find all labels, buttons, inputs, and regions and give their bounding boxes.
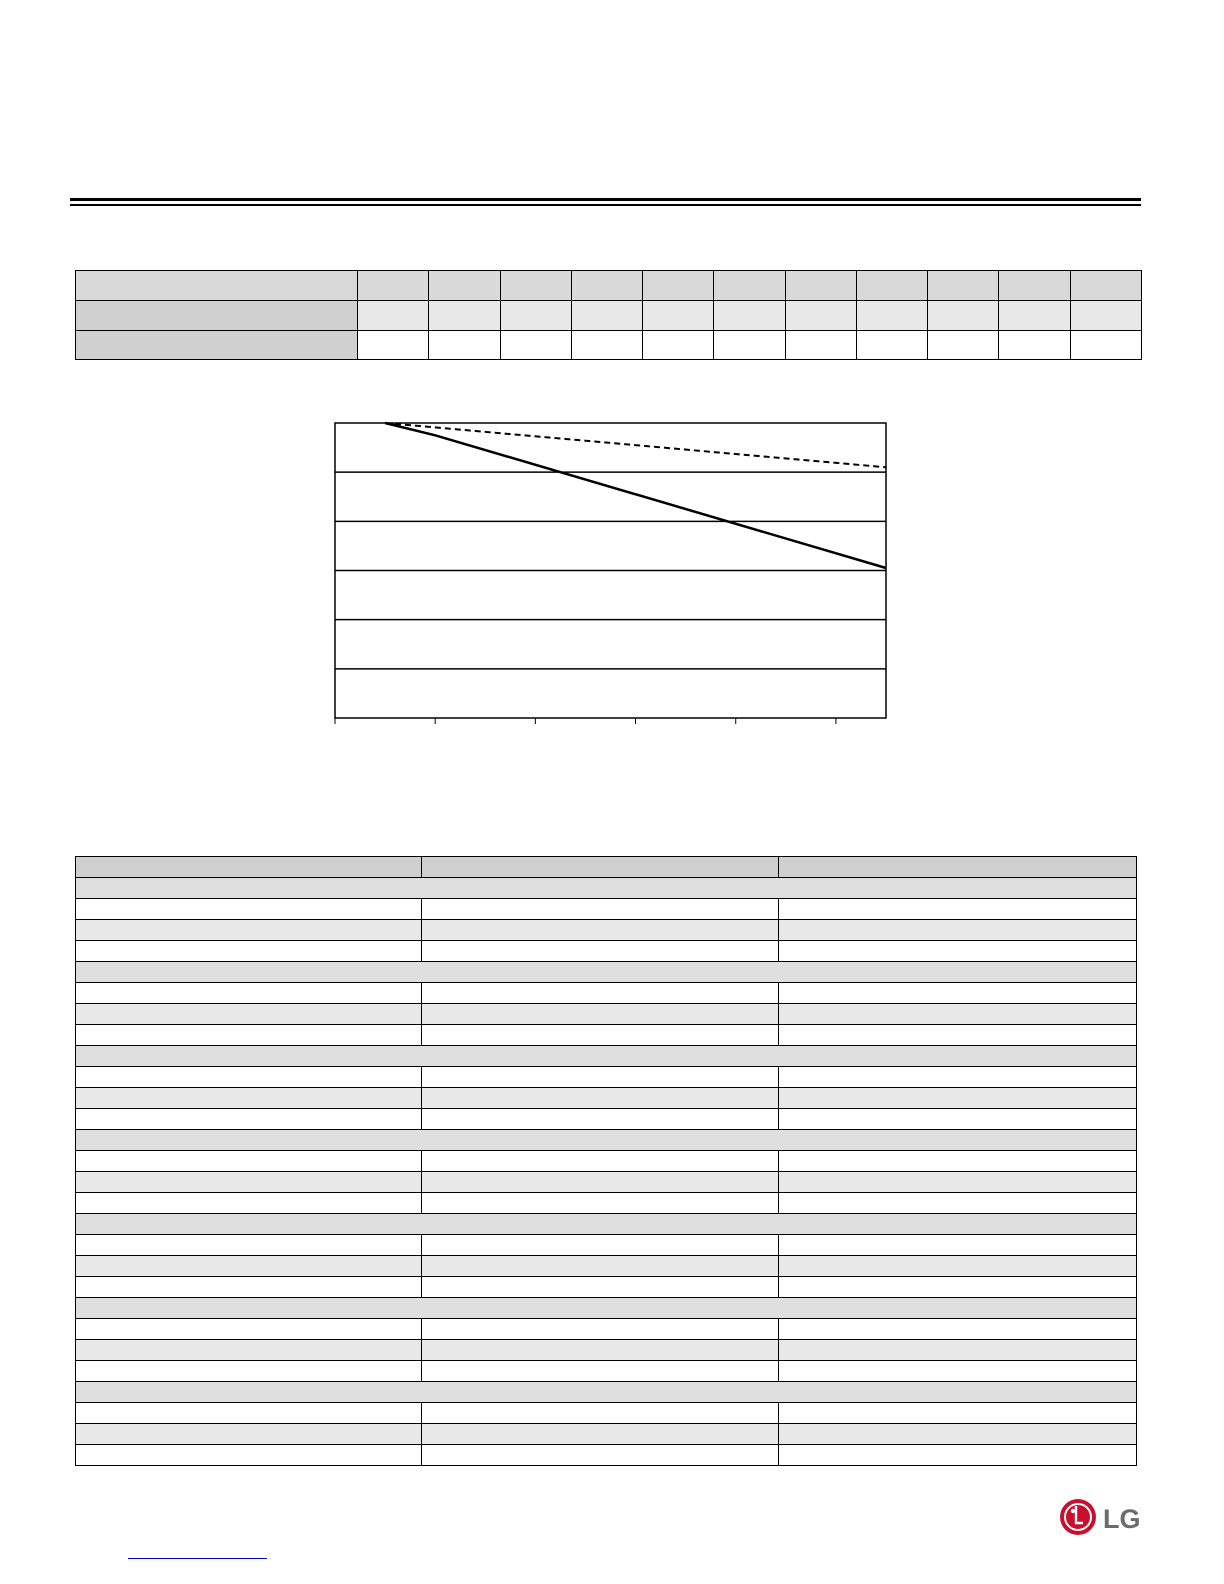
capacity-cell (785, 331, 856, 360)
spec-table-row (76, 1151, 1137, 1172)
capacity-cell (928, 301, 999, 331)
spec-cell (779, 1151, 1137, 1172)
spec-table-row (76, 983, 1137, 1004)
spec-cell (422, 1109, 779, 1130)
spec-header-cell (422, 857, 779, 878)
spec-table-row (76, 1361, 1137, 1382)
spec-cell (779, 1340, 1137, 1361)
spec-table-row (76, 1004, 1137, 1025)
spec-cell (422, 1319, 779, 1340)
spec-table-row (76, 1193, 1137, 1214)
capacity-row-label (76, 271, 358, 301)
spec-cell (779, 1235, 1137, 1256)
capacity-cell (643, 301, 714, 331)
capacity-cell (999, 271, 1070, 301)
spec-table-row (76, 1109, 1137, 1130)
capacity-cell (358, 271, 429, 301)
spec-cell (422, 1193, 779, 1214)
spec-section-row (76, 1130, 1137, 1151)
capacity-table-row (76, 331, 1142, 360)
spec-cell (422, 899, 779, 920)
capacity-table-row (76, 271, 1142, 301)
capacity-cell (999, 331, 1070, 360)
spec-cell (422, 1004, 779, 1025)
spec-cell (76, 920, 422, 941)
spec-cell (779, 1319, 1137, 1340)
capacity-cell (856, 331, 927, 360)
spec-cell (779, 983, 1137, 1004)
capacity-cell (1070, 271, 1141, 301)
spec-cell (422, 983, 779, 1004)
capacity-row-label (76, 301, 358, 331)
spec-cell (779, 1193, 1137, 1214)
capacity-cell (429, 301, 500, 331)
spec-cell (76, 899, 422, 920)
capacity-cell (500, 301, 571, 331)
spec-table-row (76, 1067, 1137, 1088)
spec-cell (76, 1319, 422, 1340)
spec-cell (422, 1172, 779, 1193)
capacity-cell (571, 271, 642, 301)
spec-cell (422, 1277, 779, 1298)
spec-cell (76, 941, 422, 962)
spec-header-cell (76, 857, 422, 878)
spec-cell (779, 1403, 1137, 1424)
lg-face-logo-icon (1060, 1499, 1096, 1535)
spec-cell (76, 1088, 422, 1109)
spec-section-row (76, 1382, 1137, 1403)
spec-cell (422, 1151, 779, 1172)
spec-cell (779, 1025, 1137, 1046)
spec-cell (76, 1424, 422, 1445)
spec-section-title (76, 1382, 1137, 1403)
spec-cell (76, 1340, 422, 1361)
spec-table-row (76, 920, 1137, 941)
spec-cell (422, 1403, 779, 1424)
capacity-cell (1070, 301, 1141, 331)
capacity-cell (643, 271, 714, 301)
spec-cell (422, 941, 779, 962)
spec-cell (422, 1445, 779, 1466)
capacity-cell (358, 331, 429, 360)
specification-table (75, 856, 1137, 1466)
spec-section-row (76, 962, 1137, 983)
capacity-cell (785, 301, 856, 331)
spec-cell (422, 1067, 779, 1088)
spec-table-row (76, 1340, 1137, 1361)
capacity-cell (429, 331, 500, 360)
chart-series-dashed-line (385, 423, 886, 467)
capacity-cell (785, 271, 856, 301)
chart-gridlines (335, 472, 886, 669)
spec-cell (422, 1235, 779, 1256)
spec-table-row (76, 1424, 1137, 1445)
spec-table-row (76, 1445, 1137, 1466)
spec-cell (779, 941, 1137, 962)
spec-cell (76, 1277, 422, 1298)
capacity-cell (429, 271, 500, 301)
spec-cell (779, 1277, 1137, 1298)
spec-cell (779, 1424, 1137, 1445)
spec-cell (779, 1109, 1137, 1130)
spec-cell (779, 1361, 1137, 1382)
capacity-cell (714, 331, 785, 360)
spec-cell (76, 983, 422, 1004)
spec-table-row (76, 1025, 1137, 1046)
spec-table-row (76, 941, 1137, 962)
spec-section-title (76, 1214, 1137, 1235)
title-rule-top (70, 198, 1141, 201)
spec-cell (779, 899, 1137, 920)
capacity-cell (500, 331, 571, 360)
spec-cell (422, 1088, 779, 1109)
spec-cell (76, 1109, 422, 1130)
chart-x-ticks (335, 718, 836, 724)
spec-section-title (76, 1298, 1137, 1319)
spec-table-row (76, 1088, 1137, 1109)
spec-cell (779, 920, 1137, 941)
capacity-cell (999, 301, 1070, 331)
capacity-table-row (76, 301, 1142, 331)
capacity-cell (714, 301, 785, 331)
capacity-cell (1070, 331, 1141, 360)
spec-cell (76, 1361, 422, 1382)
spec-section-row (76, 1046, 1137, 1067)
capacity-cell (643, 331, 714, 360)
spec-table-row (76, 1172, 1137, 1193)
spec-cell (422, 1361, 779, 1382)
spec-table-row (76, 899, 1137, 920)
lg-logo (1059, 1498, 1145, 1538)
capacity-cell (928, 271, 999, 301)
capacity-cell (856, 301, 927, 331)
spec-section-title (76, 1130, 1137, 1151)
spec-cell (422, 1256, 779, 1277)
spec-section-row (76, 878, 1137, 899)
spec-cell (76, 1025, 422, 1046)
spec-cell (76, 1193, 422, 1214)
capacity-cell (358, 301, 429, 331)
title-rule-bottom (70, 204, 1141, 206)
spec-table-row (76, 1277, 1137, 1298)
spec-cell (779, 1088, 1137, 1109)
spec-section-title (76, 962, 1137, 983)
spec-section-title (76, 1046, 1137, 1067)
capacity-chart (320, 410, 900, 735)
spec-section-row (76, 1298, 1137, 1319)
spec-table-row (76, 1319, 1137, 1340)
spec-section-title (76, 878, 1137, 899)
footer-link-underline[interactable] (128, 1558, 267, 1559)
spec-cell (422, 920, 779, 941)
capacity-cell (928, 331, 999, 360)
spec-cell (76, 1256, 422, 1277)
spec-cell (76, 1403, 422, 1424)
capacity-row-label (76, 331, 358, 360)
spec-cell (422, 1424, 779, 1445)
spec-cell (76, 1151, 422, 1172)
spec-table-row (76, 1256, 1137, 1277)
spec-cell (779, 1004, 1137, 1025)
spec-cell (779, 1067, 1137, 1088)
spec-cell (779, 1172, 1137, 1193)
capacity-cell (856, 271, 927, 301)
spec-cell (422, 1025, 779, 1046)
spec-header-cell (779, 857, 1137, 878)
capacity-cell (571, 301, 642, 331)
spec-section-row (76, 1214, 1137, 1235)
spec-cell (422, 1340, 779, 1361)
lg-logo-text: LG (1103, 1504, 1141, 1534)
capacity-cell (714, 271, 785, 301)
chart-series-group (385, 423, 886, 568)
spec-table-row (76, 1235, 1137, 1256)
spec-cell (76, 1067, 422, 1088)
spec-cell (779, 1445, 1137, 1466)
spec-cell (779, 1256, 1137, 1277)
spec-cell (76, 1172, 422, 1193)
spec-cell (76, 1235, 422, 1256)
spec-cell (76, 1445, 422, 1466)
capacity-cell (500, 271, 571, 301)
spec-table-row (76, 1403, 1137, 1424)
capacity-cell (571, 331, 642, 360)
capacity-table (75, 270, 1142, 360)
spec-header-row (76, 857, 1137, 878)
spec-cell (76, 1004, 422, 1025)
